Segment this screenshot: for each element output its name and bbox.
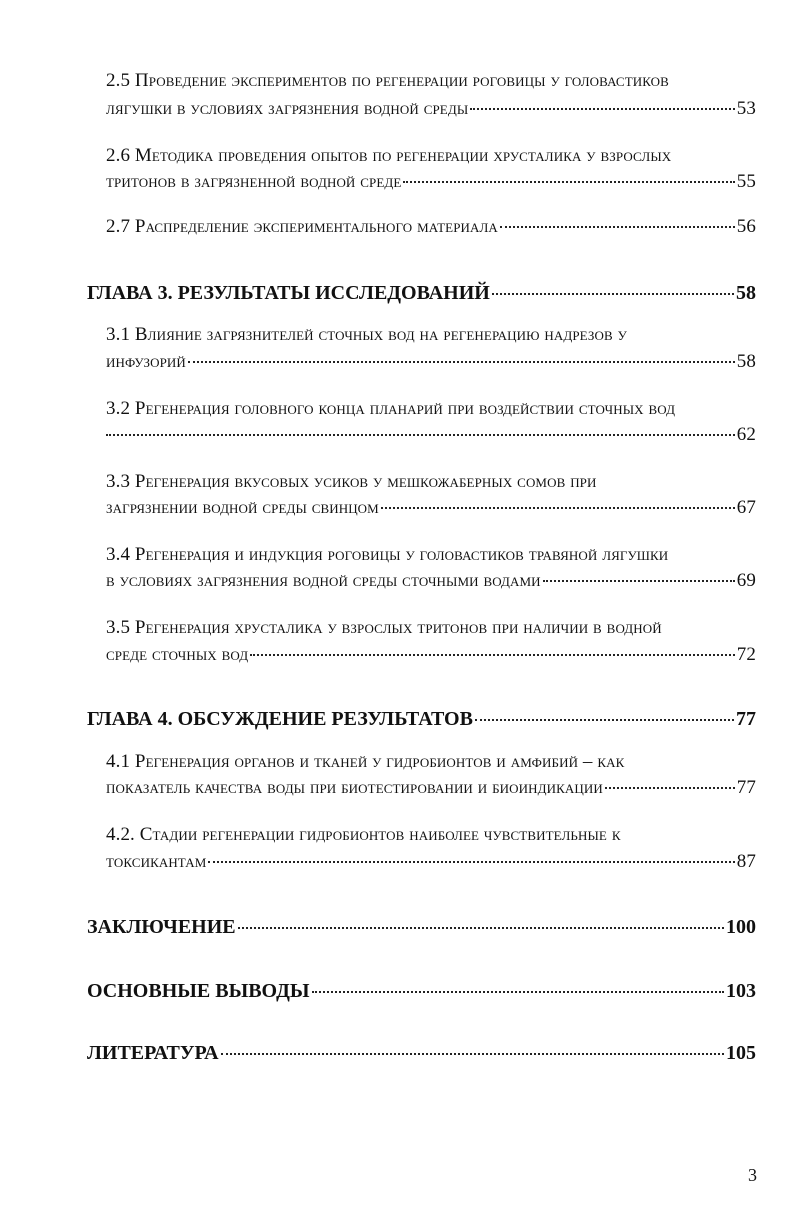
page-number: 3: [748, 1165, 757, 1185]
page-ref: 87: [736, 851, 756, 872]
toc-entry-3-3[interactable]: загрязнении водной среды свинцом 67: [106, 497, 756, 518]
toc-chapter-3[interactable]: ГЛАВА 3. РЕЗУЛЬТАТЫ ИССЛЕДОВАНИЙ 58: [87, 282, 756, 304]
leader-dots: [470, 108, 735, 110]
toc-chapter-4[interactable]: ГЛАВА 4. ОБСУЖДЕНИЕ РЕЗУЛЬТАТОВ 77: [87, 708, 756, 730]
page-ref: 69: [736, 570, 756, 591]
leader-dots: [381, 507, 735, 509]
leader-dots: [208, 861, 734, 863]
leader-dots: [605, 787, 735, 789]
toc-entry-3-4-line1: 3.4 Регенерация и индукция роговицы у головастиков травяной лягушки: [106, 544, 669, 565]
page-ref: 58: [736, 282, 756, 304]
leader-dots: [500, 226, 735, 228]
toc-entry-3-2[interactable]: [106, 424, 756, 446]
page-ref: 77: [736, 777, 756, 798]
toc-literature[interactable]: ЛИТЕРАТУРА 105: [87, 1042, 756, 1064]
leader-dots: [238, 927, 724, 929]
toc-main-conclusions[interactable]: ОСНОВНЫЕ ВЫВОДЫ 103: [87, 980, 756, 1002]
toc-entry-2-7[interactable]: 2.7 Распределение экспериментального материала 56: [106, 216, 756, 237]
toc-entry-3-1[interactable]: инфузорий 58: [106, 351, 756, 372]
leader-dots: [221, 1053, 724, 1055]
toc-entry-2-6[interactable]: тритонов в загрязненной водной среде 55: [106, 171, 756, 192]
toc-entry-3-1-line1: 3.1 Влияние загрязнителей сточных вод на регенерацию надрезов у: [106, 324, 627, 345]
leader-dots: [188, 361, 735, 363]
toc-entry-3-5-line1: 3.5 Регенерация хрусталика у взрослых тритонов при наличии в водной: [106, 617, 662, 638]
leader-dots: [475, 719, 734, 721]
page-ref: 105: [726, 1042, 756, 1064]
page-ref: 77: [736, 708, 756, 730]
toc-entry-3-5[interactable]: среде сточных вод 72: [106, 644, 756, 665]
page-ref: 56: [736, 216, 756, 237]
page-ref: 103: [726, 980, 756, 1002]
leader-dots: [492, 293, 734, 295]
page-ref: 55: [736, 171, 756, 192]
toc-entry-2-5[interactable]: лягушки в условиях загрязнения водной среды 53: [106, 98, 756, 119]
leader-dots: [250, 654, 735, 656]
toc-conclusion[interactable]: ЗАКЛЮЧЕНИЕ 100: [87, 916, 756, 938]
toc-entry-4-2-line1: 4.2. Стадии регенерации гидробионтов наиболее чувствительные к: [106, 824, 621, 845]
toc-entry-4-2[interactable]: токсикантам 87: [106, 851, 756, 872]
toc-entry-2-5-line1: 2.5 Проведение экспериментов по регенерации роговицы у головастиков: [106, 70, 669, 91]
page-ref: 53: [736, 98, 756, 119]
leader-dots: [106, 434, 735, 436]
page-ref: 72: [736, 644, 756, 665]
leader-dots: [403, 181, 734, 183]
toc-entry-2-6-line1: 2.6 Методика проведения опытов по регенерации хрусталика у взрослых: [106, 145, 672, 166]
toc-entry-3-3-line1: 3.3 Регенерация вкусовых усиков у мешкожаберных сомов при: [106, 471, 597, 492]
toc-entry-3-2-line1: 3.2 Регенерация головного конца планарий при воздействии сточных вод: [106, 398, 676, 419]
leader-dots: [312, 991, 724, 993]
page-ref: 62: [736, 424, 756, 445]
toc-entry-4-1-line1: 4.1 Регенерация органов и тканей у гидробионтов и амфибий – как: [106, 751, 625, 772]
toc-entry-3-4[interactable]: в условиях загрязнения водной среды сточными водами 69: [106, 570, 756, 591]
toc-entry-4-1[interactable]: показатель качества воды при биотестировании и биоиндикации 77: [106, 777, 756, 798]
page-ref: 58: [736, 351, 756, 372]
page-ref: 100: [726, 916, 756, 938]
page-ref: 67: [736, 497, 756, 518]
leader-dots: [543, 580, 735, 582]
